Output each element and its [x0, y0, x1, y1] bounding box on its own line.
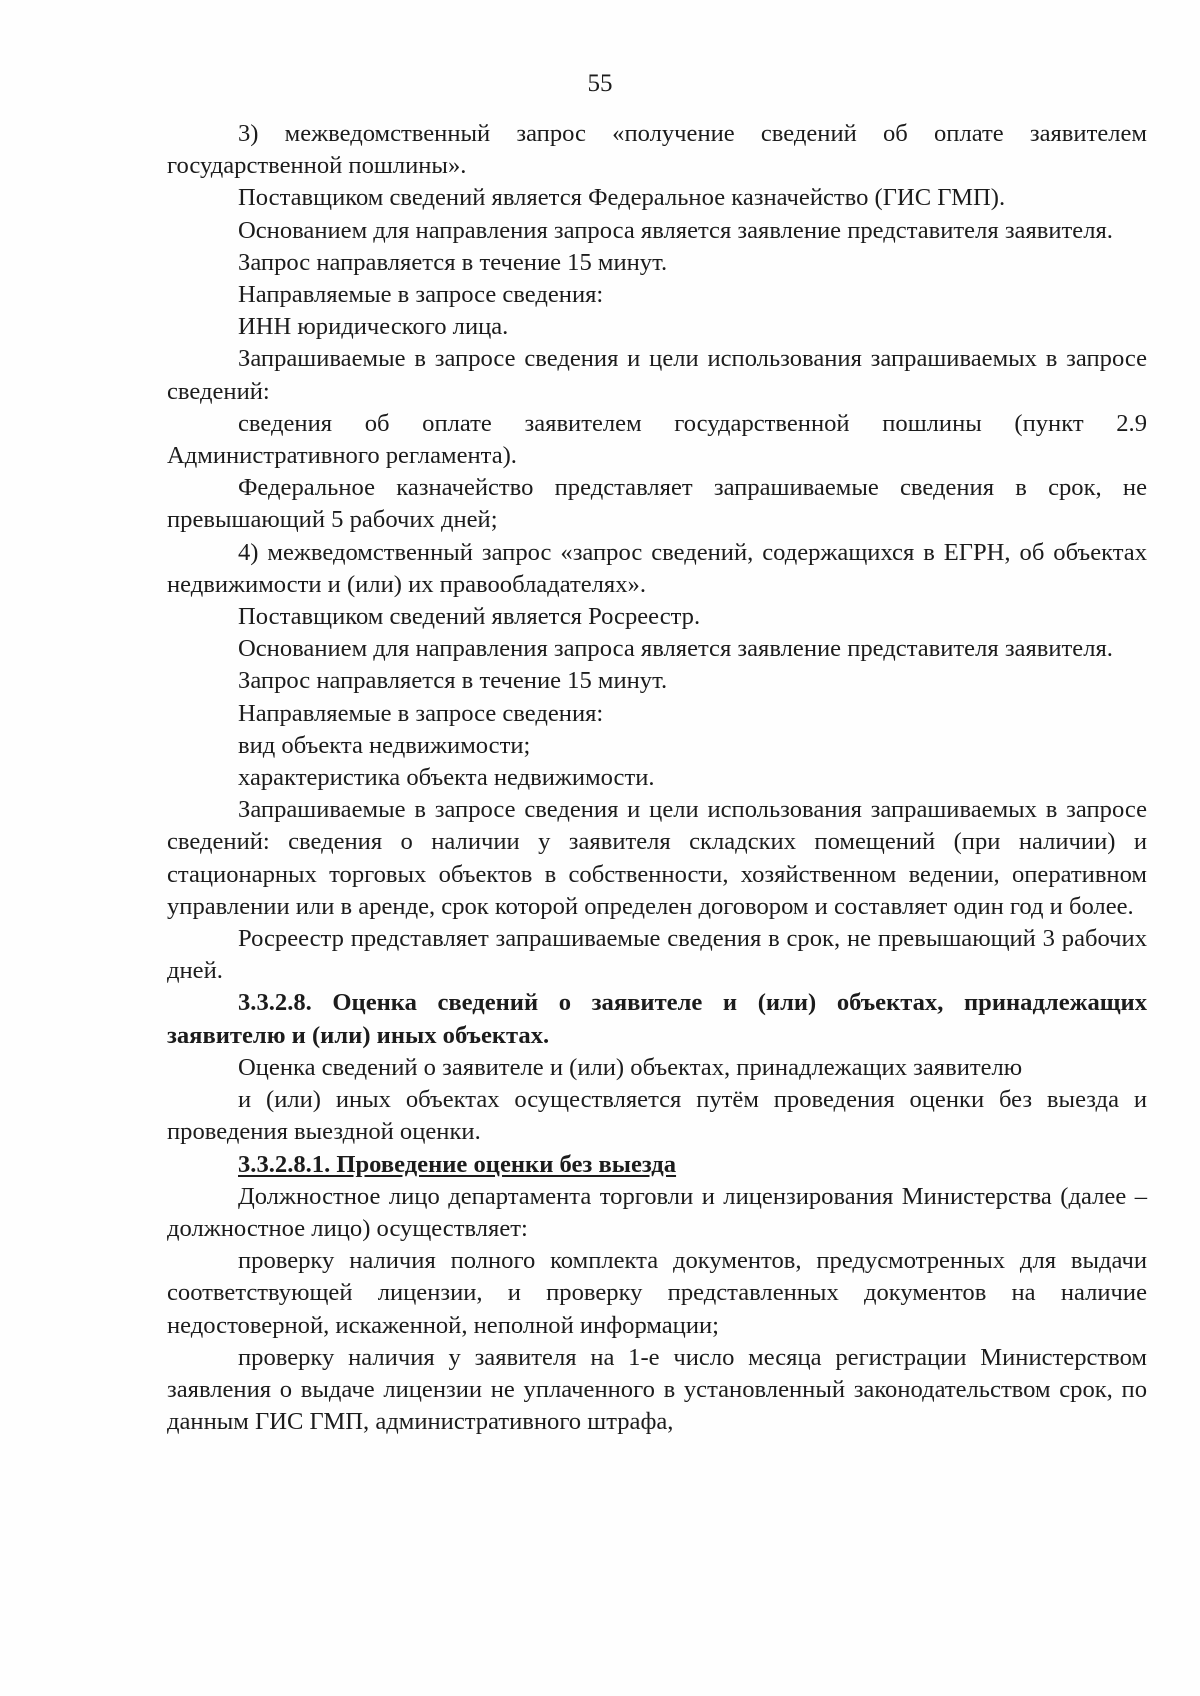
- paragraph: Федеральное казначейство представляет запрашиваемые сведения в срок, не превышающий 5 рабочих дней;: [167, 474, 1147, 534]
- paragraph: вид объекта недвижимости;: [238, 731, 531, 759]
- paragraph: проверку наличия полного комплекта документов, предусмотренных для выдачи соответствующей лицензии, и проверку представленных документов на наличие недостоверной, искаженной, неполной информации;: [167, 1247, 1147, 1339]
- paragraph: Основанием для направления запроса является заявление представителя заявителя.: [238, 216, 1113, 244]
- paragraph: сведения об оплате заявителем государственной пошлины (пункт 2.9 Административного регламента).: [167, 409, 1147, 470]
- paragraph: ИНН юридического лица.: [238, 313, 509, 341]
- page-number: 55: [587, 70, 613, 97]
- paragraph: Оценка сведений о заявителе и (или) объектах, принадлежащих заявителю: [238, 1053, 1023, 1081]
- paragraph: проверку наличия у заявителя на 1-е число месяца регистрации Министерством заявления о выдаче лицензии не уплаченного в установленный законодательством срок, по данным ГИС ГМП, административного штрафа,: [167, 1343, 1147, 1436]
- paragraph: и (или) иных объектах осуществляется путём проведения оценки без выезда и проведения выездной оценки.: [167, 1086, 1147, 1146]
- paragraph: Запрос направляется в течение 15 минут.: [238, 667, 668, 695]
- document-body: [167, 118, 1147, 1438]
- subsection-heading: 3.3.2.8.1. Проведение оценки без выезда: [238, 1150, 677, 1178]
- paragraph: Должностное лицо департамента торговли и лицензирования Министерства (далее – должностное лицо) осуществляет:: [167, 1182, 1147, 1242]
- paragraph: Поставщиком сведений является Росреестр.: [238, 603, 701, 631]
- paragraph: Росреестр представляет запрашиваемые сведения в срок, не превышающий 3 рабочих дней.: [167, 925, 1147, 985]
- paragraph: Поставщиком сведений является Федеральное казначейство (ГИС ГМП).: [238, 184, 1006, 212]
- paragraph: 3) межведомственный запрос «получение сведений об оплате заявителем государственной пошлины».: [167, 120, 1147, 180]
- paragraph: Основанием для направления запроса является заявление представителя заявителя.: [238, 635, 1113, 663]
- paragraph: Запрос направляется в течение 15 минут.: [238, 248, 668, 276]
- paragraph: Направляемые в запросе сведения:: [238, 281, 604, 309]
- paragraph: 4) межведомственный запрос «запрос сведений, содержащихся в ЕГРН, об объектах недвижимости и (или) их правообладателях».: [167, 538, 1147, 598]
- paragraph: Запрашиваемые в запросе сведения и цели использования запрашиваемых в запросе сведений:: [167, 345, 1147, 405]
- paragraph: Запрашиваемые в запросе сведения и цели использования запрашиваемых в запросе сведений: сведения о наличии у заявителя складских помещений (при наличии) и стационарных торговых объектов в собственности, хозяйственном ведении, оперативном управлении или в аренде, срок которой определен договором и составляет один год и более.: [167, 796, 1147, 920]
- section-heading: 3.3.2.8. Оценка сведений о заявителе и (или) объектах, принадлежащих заявителю и (или) иных объектах.: [167, 989, 1147, 1049]
- paragraph: Направляемые в запросе сведения:: [238, 699, 604, 727]
- paragraph: характеристика объекта недвижимости.: [238, 764, 655, 792]
